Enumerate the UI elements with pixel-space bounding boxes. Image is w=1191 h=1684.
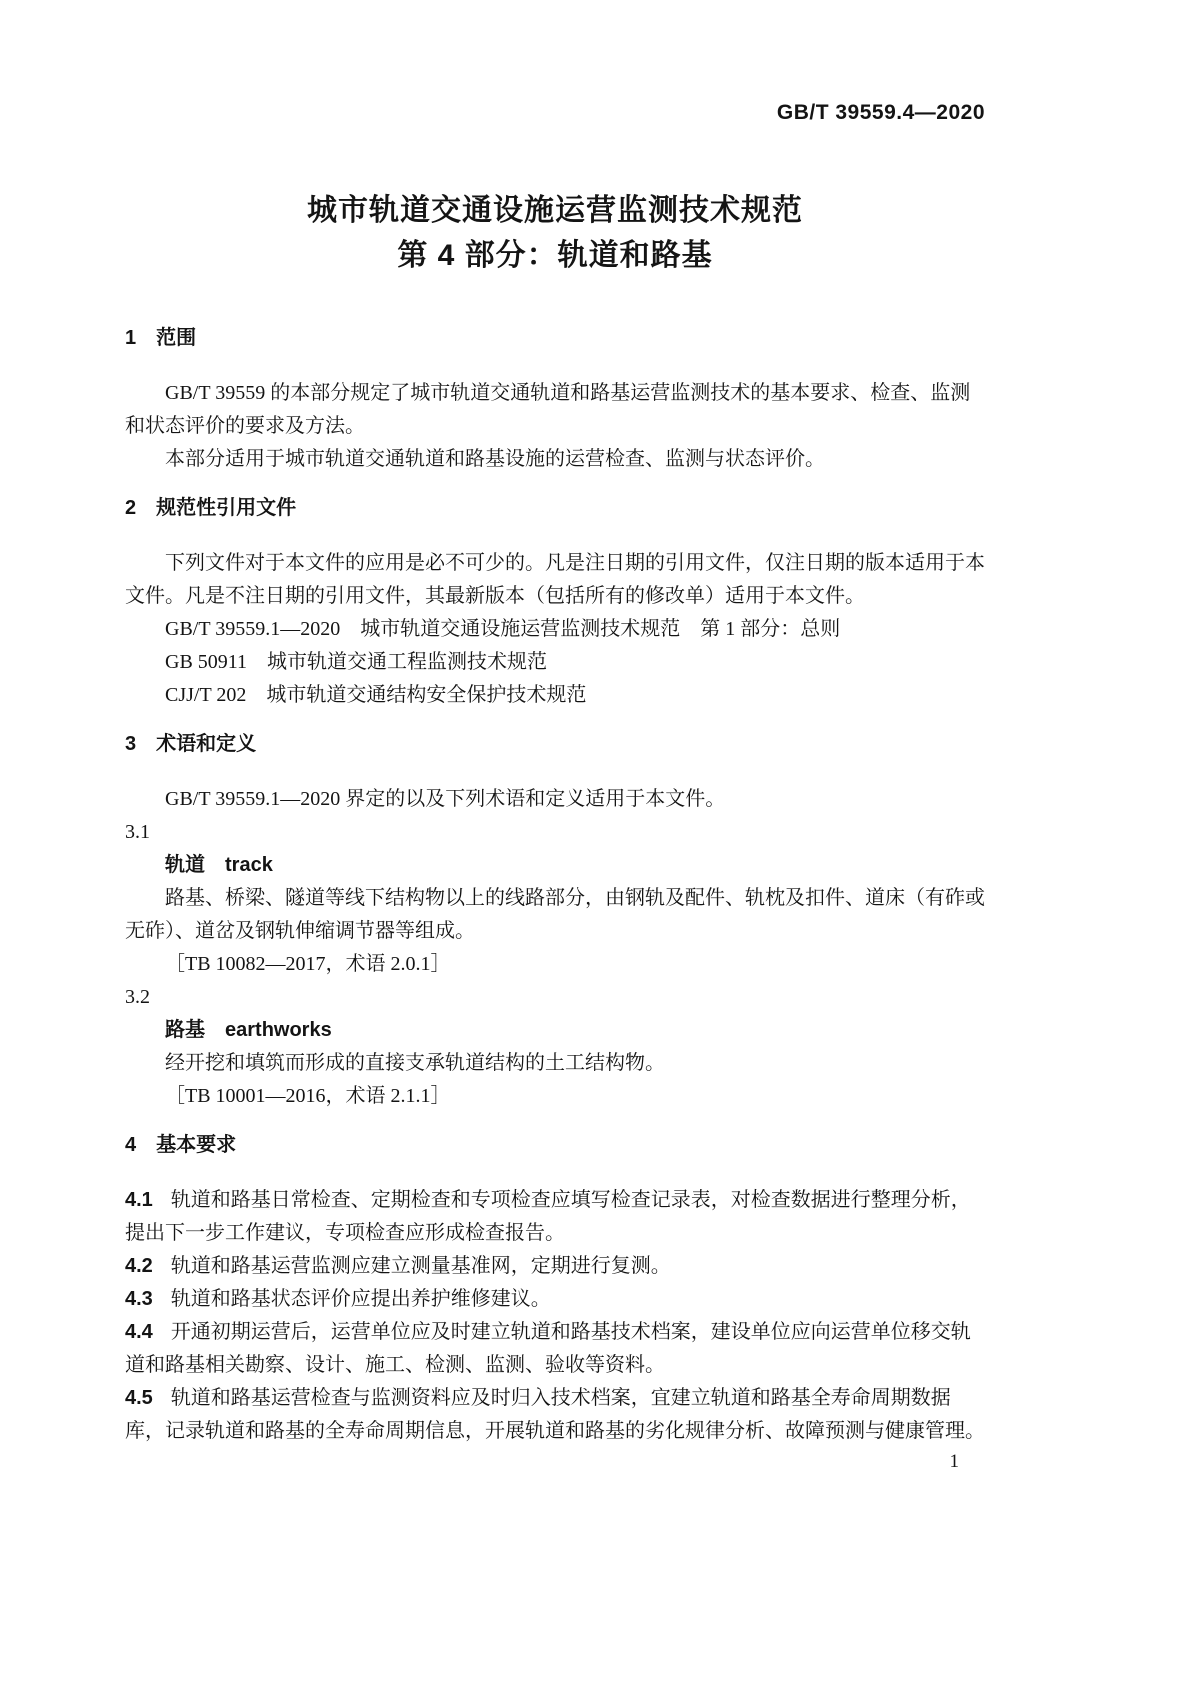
- section-normative-references: [125, 492, 985, 712]
- paragraph: 下列文件对于本文件的应用是必不可少的。凡是注日期的引用文件，仅注日期的版本适用于本文件。凡是不注日期的引用文件，其最新版本（包括所有的修改单）适用于本文件。: [125, 552, 985, 607]
- clause: [125, 1316, 985, 1382]
- document-title-line-2: 第 4 部分：轨道和路基: [397, 239, 713, 272]
- paragraph: GB/T 39559 的本部分规定了城市轨道交通轨道和路基运营监测技术的基本要求、检查、监测和状态评价的要求及方法。: [125, 382, 971, 437]
- section-heading: [125, 322, 985, 355]
- section-scope: [125, 322, 985, 476]
- term-source: ［TB 10001—2016，术语 2.1.1］: [165, 1085, 451, 1107]
- section-number: 2: [125, 497, 137, 519]
- clause: [125, 1250, 985, 1283]
- standard-number: GB/T 39559.4—2020: [776, 101, 985, 124]
- clause: [125, 1382, 985, 1448]
- reference-item: GB/T 39559.1—2020 城市轨道交通设施运营监测技术规范 第 1 部分：总则: [165, 618, 841, 640]
- section-basic-requirements: [125, 1129, 985, 1448]
- clause-number: 4.1: [125, 1189, 153, 1211]
- term-number: 3.1: [125, 821, 150, 843]
- clause-number: 4.4: [125, 1321, 153, 1343]
- term-number: 3.2: [125, 986, 150, 1008]
- section-number: 1: [125, 327, 137, 349]
- section-title: 规范性引用文件: [156, 497, 297, 519]
- clause: [125, 1283, 985, 1316]
- section-title: 范围: [156, 327, 197, 349]
- section-number: 3: [125, 733, 137, 755]
- section-title: 基本要求: [156, 1134, 237, 1156]
- paragraph: 本部分适用于城市轨道交通轨道和路基设施的运营检查、监测与状态评价。: [165, 448, 825, 470]
- section-heading: [125, 728, 985, 761]
- section-heading: [125, 492, 985, 525]
- section-terms-and-definitions: [125, 728, 985, 1113]
- reference-item: CJJ/T 202 城市轨道交通结构安全保护技术规范: [165, 684, 587, 706]
- paragraph: GB/T 39559.1—2020 界定的以及下列术语和定义适用于本文件。: [165, 788, 726, 810]
- clause-text: 开通初期运营后，运营单位应及时建立轨道和路基技术档案，建设单位应向运营单位移交轨道和路基相关勘察、设计、施工、检测、监测、验收等资料。: [125, 1321, 971, 1376]
- clause-text: 轨道和路基状态评价应提出养护维修建议。: [170, 1288, 551, 1310]
- reference-item: GB 50911 城市轨道交通工程监测技术规范: [165, 651, 548, 673]
- term-definition: 路基、桥梁、隧道等线下结构物以上的线路部分，由钢轨及配件、轨枕及扣件、道床（有砟或无砟）、道岔及钢轨伸缩调节器等组成。: [125, 887, 985, 942]
- clause-text: 轨道和路基日常检查、定期检查和专项检查应填写检查记录表，对检查数据进行整理分析，提出下一步工作建议，专项检查应形成检查报告。: [125, 1189, 971, 1244]
- section-title: 术语和定义: [156, 733, 257, 755]
- clause: [125, 1184, 985, 1250]
- document-title: [125, 188, 985, 278]
- section-heading: [125, 1129, 985, 1162]
- term-entry: [125, 981, 985, 1113]
- term-source: ［TB 10082—2017，术语 2.0.1］: [165, 953, 451, 975]
- term-definition: 经开挖和填筑而形成的直接支承轨道结构的土工结构物。: [165, 1052, 665, 1074]
- clause-number: 4.2: [125, 1255, 153, 1277]
- clause-number: 4.5: [125, 1387, 153, 1409]
- term-entry: [125, 816, 985, 981]
- term-name: 轨道 track: [165, 854, 273, 876]
- page-number: 1: [949, 1451, 959, 1472]
- term-name: 路基 earthworks: [165, 1019, 332, 1041]
- clause-text: 轨道和路基运营监测应建立测量基准网，定期进行复测。: [170, 1255, 671, 1277]
- clause-text: 轨道和路基运营检查与监测资料应及时归入技术档案，宜建立轨道和路基全寿命周期数据库，记录轨道和路基的全寿命周期信息，开展轨道和路基的劣化规律分析、故障预测与健康管理。: [125, 1387, 985, 1442]
- document-title-line-1: 城市轨道交通设施运营监测技术规范: [307, 194, 803, 227]
- clause-number: 4.3: [125, 1288, 153, 1310]
- section-number: 4: [125, 1134, 137, 1156]
